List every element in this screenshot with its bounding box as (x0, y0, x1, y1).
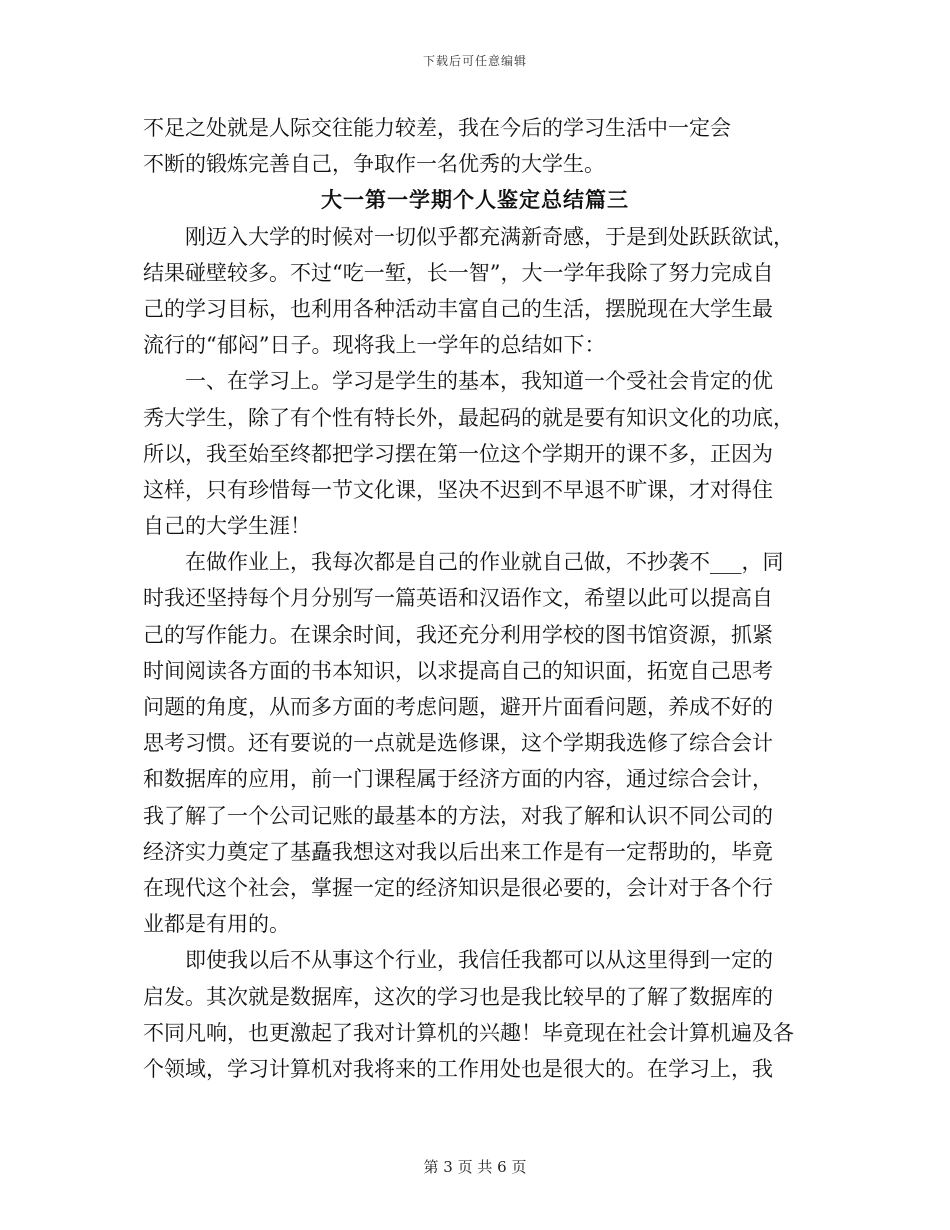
text-line: 在现代这个社会，掌握一定的经济知识是很必要的，会计对于各个行 (143, 875, 773, 900)
text-line: 时间阅读各方面的书本知识，以求提高自己的知识面，拓宽自己思考 (143, 658, 773, 683)
text-line: 己的学习目标，也利用各种活动丰富自己的生活，摆脱现在大学生最 (143, 296, 773, 321)
page-footer: 第 3 页 共 6 页 (423, 1158, 527, 1176)
text-line: 业都是有用的。 (143, 912, 290, 937)
text-line: 问题的角度，从而多方面的考虑问题，避开片面看问题，养成不好的 (143, 695, 773, 719)
text-line: 结果碰壁较多。不过“吃一堑，长一智”，大一学年我除了努力完成自 (143, 260, 774, 285)
text-line: 经济实力奠定了基矗我想这对我以后出来工作是有一定帮助的，毕竟 (143, 839, 773, 864)
text-line: 我了解了一个公司记账的最基本的方法，对我了解和认识不同公司的 (143, 803, 773, 828)
text-line: 不足之处就是人际交往能力较差，我在今后的学习生活中一定会 (143, 116, 731, 140)
text-line: 在做作业上，我每次都是自己的作业就自己做，不抄袭不___，同 (185, 550, 784, 575)
text-line: 个领域，学习计算机对我将来的工作用处也是很大的。在学习上，我 (143, 1056, 773, 1081)
document-body (143, 110, 807, 1087)
page-header: 下载后可任意编辑 (422, 54, 527, 68)
text-line: 自己的大学生涯！ (143, 514, 311, 539)
text-line: 所以，我至始至终都把学习摆在第一位这个学期开的课不多，正因为 (143, 441, 773, 466)
text-line: 一、在学习上。学习是学生的基本，我知道一个受社会肯定的优 (185, 369, 773, 394)
text-line: 时我还坚持每个月分别写一篇英语和汉语作文，希望以此可以提高自 (143, 586, 773, 611)
text-line: 启发。其次就是数据库，这次的学习也是我比较早的了解了数据库的 (143, 984, 773, 1009)
text-line: 和数据库的应用，前一门课程属于经济方面的内容，通过综合会计， (143, 767, 773, 792)
text-line: 秀大学生，除了有个性有特长外，最起码的就是要有知识文化的功底， (143, 405, 794, 430)
text-line: 己的写作能力。在课余时间，我还充分利用学校的图书馆资源，抓紧 (143, 622, 773, 647)
text-line: 即使我以后不从事这个行业，我信任我都可以从这里得到一定的 (185, 948, 773, 973)
text-line: 思考习惯。还有要说的一点就是选修课，这个学期我选修了综合会计 (143, 731, 773, 756)
text-line: 这样，只有珍惜每一节文化课，坚决不迟到不早退不旷课，才对得住 (143, 477, 773, 502)
text-line: 不断的锻炼完善自己，争取作一名优秀的大学生。 (143, 152, 605, 177)
section-heading: 大一第一学期个人鉴定总结篇三 (321, 187, 629, 213)
text-line: 流行的“郁闷”日子。现将我上一学年的总结如下： (143, 333, 606, 358)
text-line: 刚迈入大学的时候对一切似乎都充满新奇感，于是到处跃跃欲试， (185, 224, 794, 249)
text-line: 不同凡响，也更激起了我对计算机的兴趣！毕竟现在社会计算机遍及各 (143, 1020, 794, 1045)
